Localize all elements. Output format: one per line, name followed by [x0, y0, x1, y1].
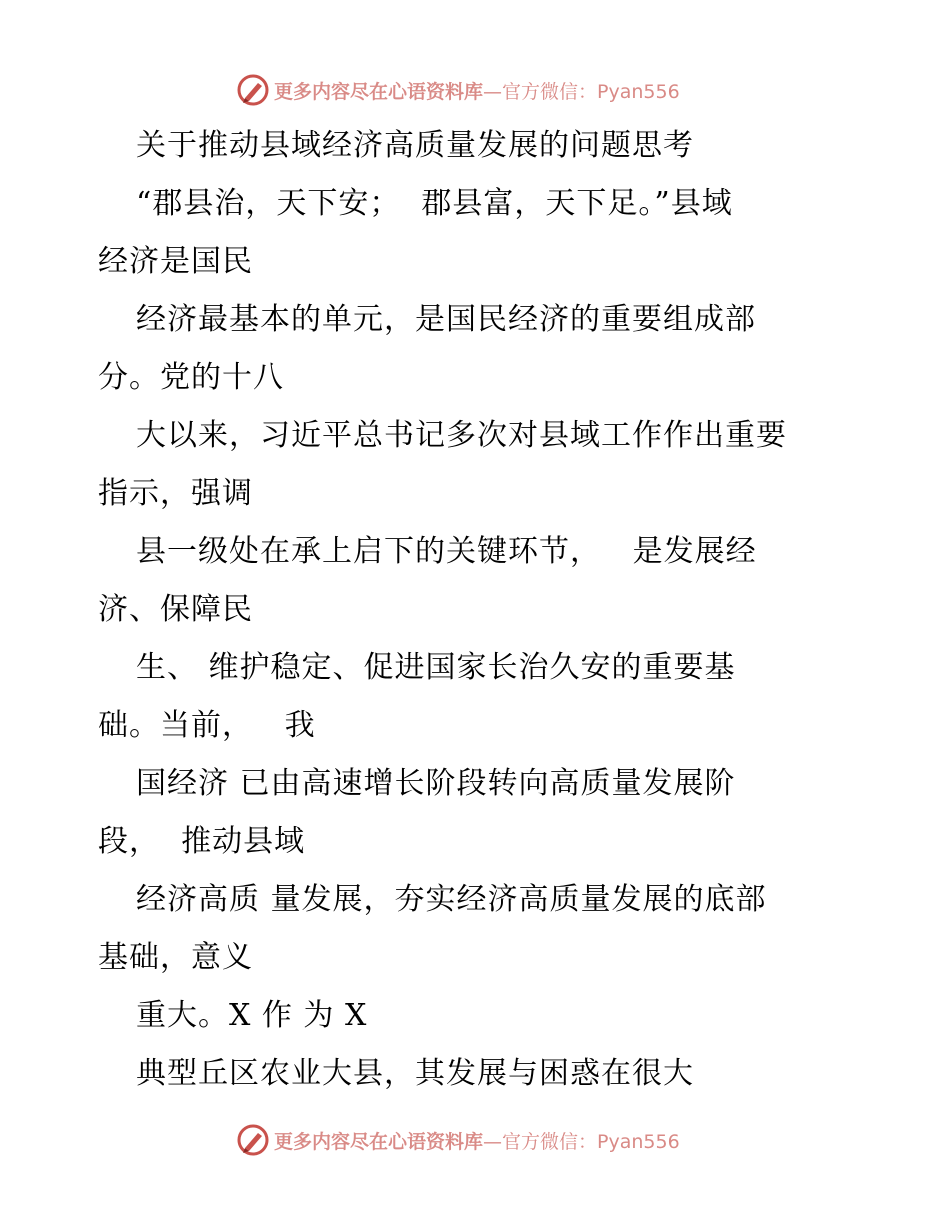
title-line: 关于推动县域经济高质量发展的问题思考 — [136, 128, 694, 163]
banner-sub-text: —官方微信：Pyan556 — [483, 80, 680, 103]
text-line: 国经济 已由高速增长阶段转向高质量发展阶 — [136, 766, 736, 801]
text-line: “郡县治，天下安； 郡县富，天下足。”县域 — [136, 186, 733, 221]
text-line: 大以来，习近平总书记多次对县域工作作出重要 — [136, 418, 787, 453]
text-line: 经济是国民 — [98, 244, 253, 279]
text-line: 指示，强调 — [98, 476, 253, 511]
text-line: 重大。X 作 为 X — [136, 998, 368, 1033]
text-line: 分。党的十八 — [98, 360, 284, 395]
header-banner — [236, 72, 680, 108]
text-line: 经济最基本的单元，是国民经济的重要组成部 — [136, 302, 756, 337]
text-line: 济、保障民 — [98, 592, 253, 627]
pen-logo-icon — [236, 1123, 270, 1157]
text-line: 生、 维护稳定、促进国家长治久安的重要基 — [136, 650, 736, 685]
pen-logo-icon — [236, 73, 270, 107]
banner-main-text: 更多内容尽在心语资料库 — [274, 1130, 484, 1153]
text-line: 基础，意义 — [98, 940, 253, 975]
footer-banner — [236, 1122, 680, 1158]
text-line: 经济高质 量发展，夯实经济高质量发展的底部 — [136, 882, 767, 917]
text-line: 础。当前， 我 — [98, 708, 316, 743]
text-line: 典型丘区农业大县，其发展与困惑在很大 — [136, 1056, 694, 1091]
banner-sub-text: —官方微信：Pyan556 — [483, 1130, 680, 1153]
text-line: 县一级处在承上启下的关键环节， 是发展经 — [136, 534, 757, 569]
text-line: 段， 推动县域 — [98, 824, 306, 859]
banner-main-text: 更多内容尽在心语资料库 — [274, 80, 484, 103]
